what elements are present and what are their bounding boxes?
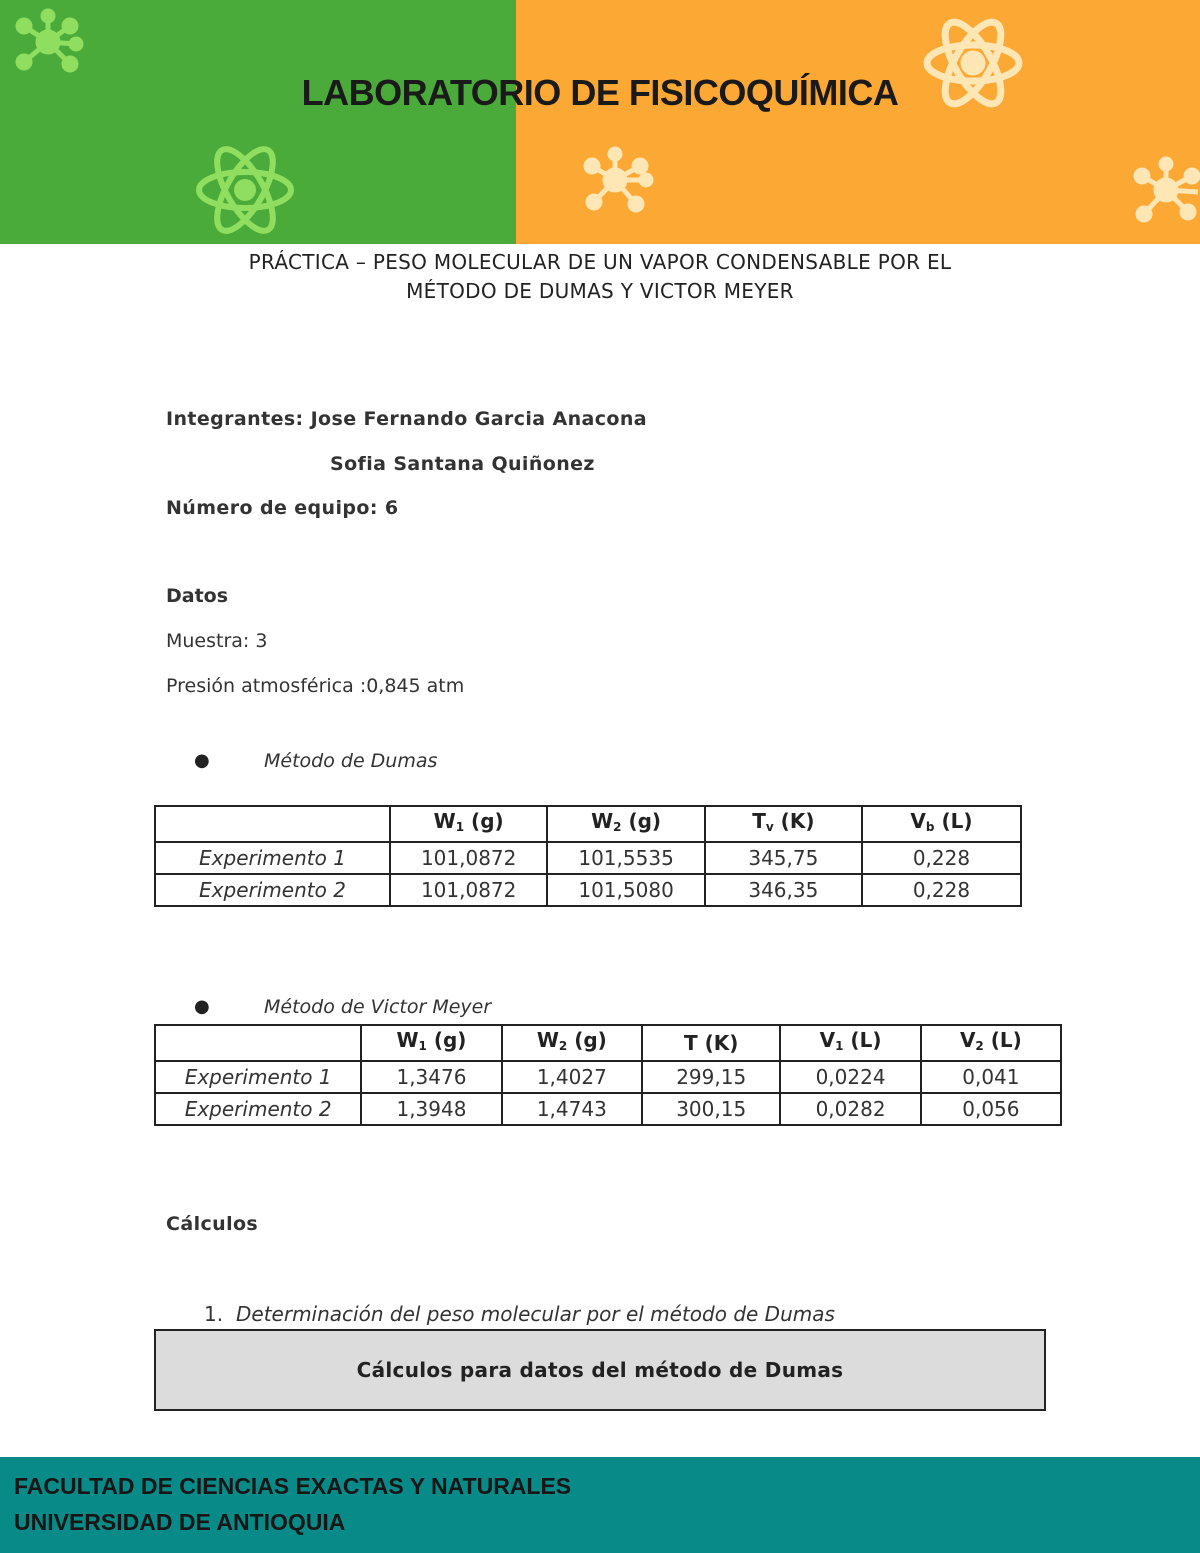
cell-w1: 1,3476 bbox=[361, 1061, 501, 1093]
header-banner bbox=[0, 0, 1200, 244]
table-row bbox=[155, 1061, 1061, 1093]
header-t: T (K) bbox=[642, 1025, 780, 1061]
practice-title bbox=[150, 248, 1050, 306]
cell-v1: 0,0282 bbox=[780, 1093, 920, 1125]
footer-university: UNIVERSIDAD DE ANTIOQUIA bbox=[14, 1509, 346, 1535]
table-row bbox=[155, 842, 1021, 874]
calc-item-number: 1. bbox=[204, 1302, 224, 1326]
table-row bbox=[155, 1093, 1061, 1125]
header-tv: $T_v$ (K) bbox=[705, 806, 862, 842]
row-label: Experimento 2 bbox=[155, 1093, 361, 1125]
calc-item-text: Determinación del peso molecular por el método de Dumas bbox=[236, 1302, 835, 1326]
team-number: Número de equipo: 6 bbox=[166, 497, 399, 519]
lab-title: LABORATORIO DE FISICOQUÍMICA bbox=[301, 72, 899, 113]
table-row bbox=[155, 874, 1021, 906]
cell-w1: 101,0872 bbox=[390, 842, 547, 874]
dumas-table bbox=[154, 805, 1022, 907]
cell-t: 346,35 bbox=[705, 874, 862, 906]
dumas-label: Método de Dumas bbox=[264, 750, 438, 772]
member-second: Sofia Santana Quiñonez bbox=[330, 453, 595, 475]
cell-w1: 1,3948 bbox=[361, 1093, 501, 1125]
molecule-icon bbox=[586, 149, 651, 210]
header-w1: $W_1$ (g) bbox=[361, 1025, 501, 1061]
bullet-icon: ● bbox=[194, 996, 210, 1017]
atom-icon bbox=[199, 141, 291, 239]
molecule-icon bbox=[1136, 159, 1198, 220]
meyer-label: Método de Victor Meyer bbox=[264, 996, 492, 1018]
bullet-icon: ● bbox=[194, 750, 210, 771]
calc-box: Cálculos para datos del método de Dumas bbox=[154, 1329, 1046, 1411]
row-label: Experimento 1 bbox=[155, 842, 390, 874]
cell-w2: 1,4743 bbox=[502, 1093, 642, 1125]
calculos-heading: Cálculos bbox=[166, 1213, 259, 1235]
header-v2: $V_2$ (L) bbox=[921, 1025, 1061, 1061]
cell-v2: 0,056 bbox=[921, 1093, 1061, 1125]
table-header-row bbox=[155, 1025, 1061, 1061]
footer-band bbox=[0, 1457, 1200, 1553]
header-v1: $V_1$ (L) bbox=[780, 1025, 920, 1061]
cell-v: 0,228 bbox=[862, 874, 1021, 906]
cell-v: 0,228 bbox=[862, 842, 1021, 874]
banner-decorations bbox=[0, 0, 1200, 244]
cell-v1: 0,0224 bbox=[780, 1061, 920, 1093]
header-vb: $V_b$ (L) bbox=[862, 806, 1021, 842]
table-header-row bbox=[155, 806, 1021, 842]
row-label: Experimento 2 bbox=[155, 874, 390, 906]
molecule-icon bbox=[18, 11, 81, 70]
row-label: Experimento 1 bbox=[155, 1061, 361, 1093]
datos-heading: Datos bbox=[166, 585, 229, 607]
meyer-table bbox=[154, 1024, 1062, 1126]
footer-faculty: FACULTAD DE CIENCIAS EXACTAS Y NATURALES bbox=[14, 1473, 572, 1499]
cell-t: 345,75 bbox=[705, 842, 862, 874]
members-line: Integrantes: Jose Fernando Garcia Anacona bbox=[166, 408, 648, 430]
header-w2: $W_2$ (g) bbox=[502, 1025, 642, 1061]
sample-text: Muestra: 3 bbox=[166, 630, 268, 652]
cell-w2: 101,5535 bbox=[547, 842, 704, 874]
cell-w1: 101,0872 bbox=[390, 874, 547, 906]
cell-w2: 1,4027 bbox=[502, 1061, 642, 1093]
pressure-text: Presión atmosférica :0,845 atm bbox=[166, 675, 465, 697]
cell-w2: 101,5080 bbox=[547, 874, 704, 906]
practice-title-line1: PRÁCTICA – PESO MOLECULAR DE UN VAPOR CONDENSABLE POR EL bbox=[248, 250, 952, 274]
practice-title-line2: MÉTODO DE DUMAS Y VICTOR MEYER bbox=[406, 279, 794, 303]
cell-t: 300,15 bbox=[642, 1093, 780, 1125]
header-w2: $W_2$ (g) bbox=[547, 806, 704, 842]
header-w1: $W_1$ (g) bbox=[390, 806, 547, 842]
cell-v2: 0,041 bbox=[921, 1061, 1061, 1093]
cell-t: 299,15 bbox=[642, 1061, 780, 1093]
